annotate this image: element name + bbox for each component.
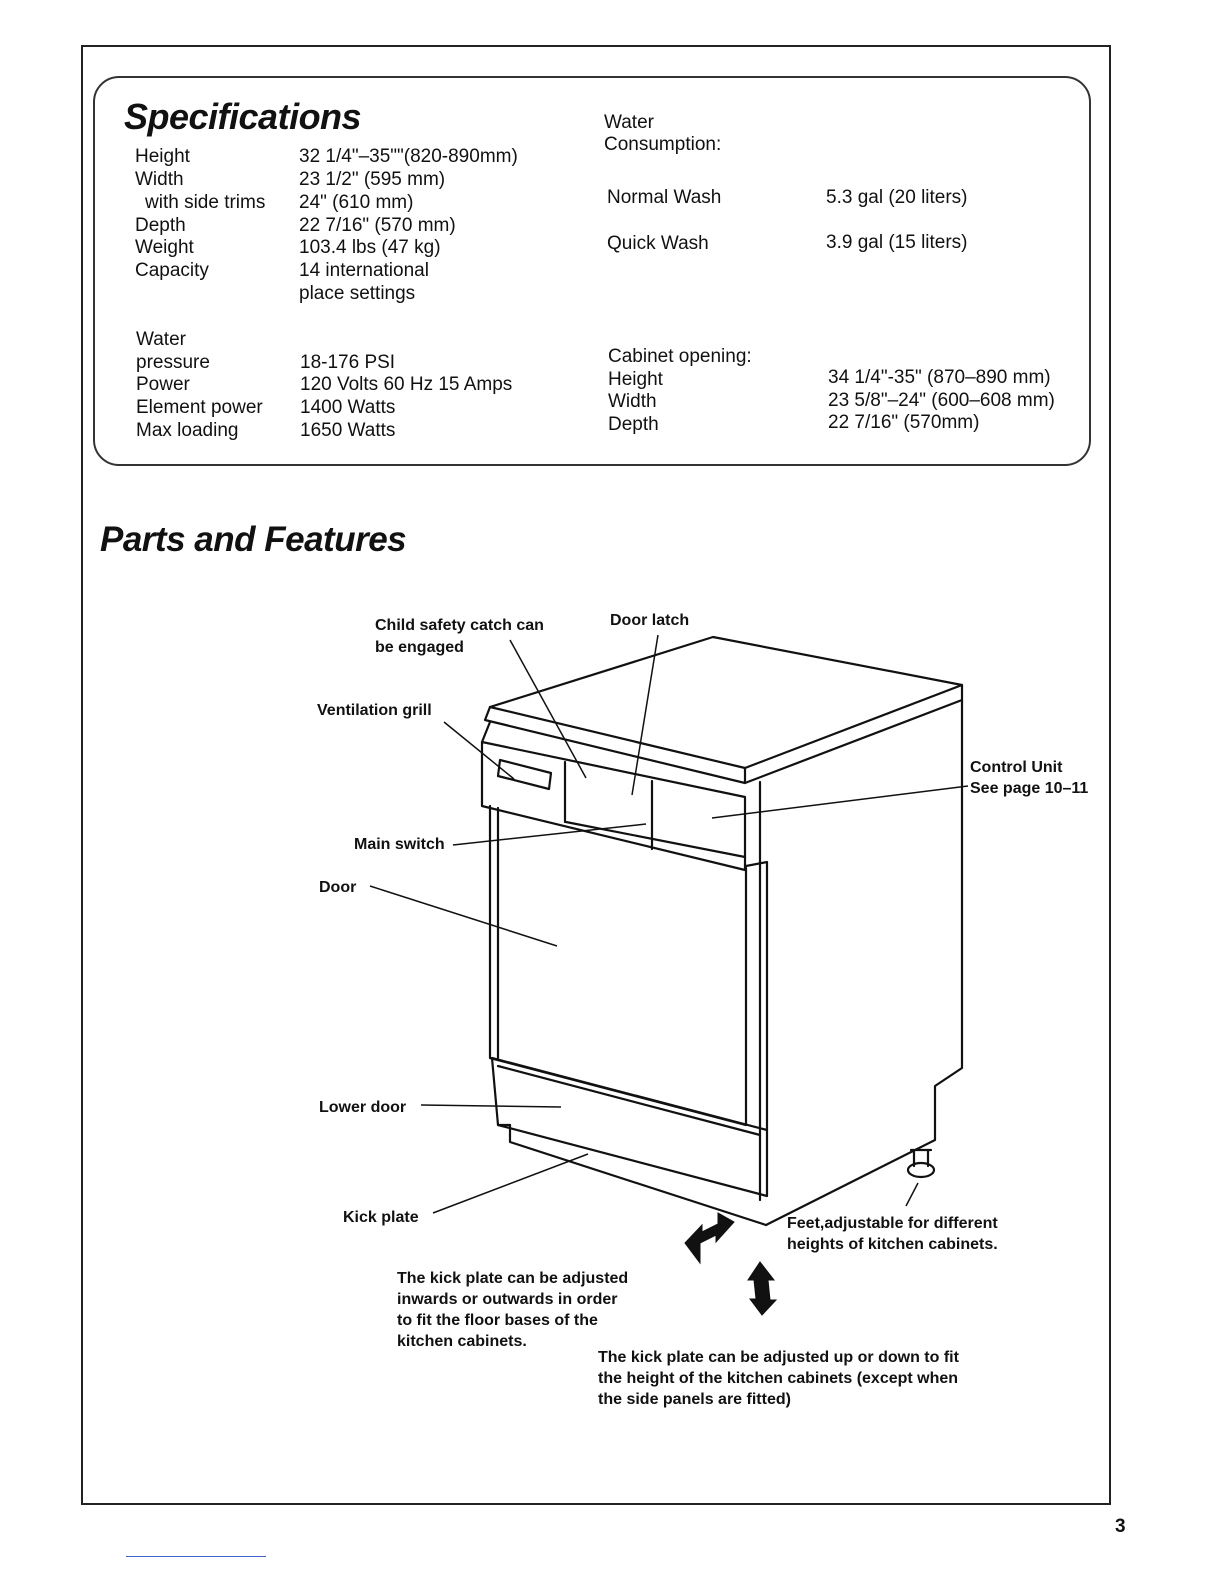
water-heading: Consumption: bbox=[604, 134, 722, 155]
spec-label: Quick Wash bbox=[607, 233, 709, 254]
spec-label: Height bbox=[608, 369, 663, 390]
spec-label: Height bbox=[135, 146, 190, 167]
leader-main-switch bbox=[453, 824, 646, 845]
note-line: inwards or outwards in order bbox=[397, 1291, 618, 1308]
water-heading: Water bbox=[604, 112, 654, 133]
note-line: kitchen cabinets. bbox=[397, 1333, 527, 1350]
spec-value: 22 7/16" (570 mm) bbox=[299, 215, 456, 236]
spec-value: 32 1/4"–35""(820-890mm) bbox=[299, 146, 518, 167]
label-feet: Feet,adjustable for different bbox=[787, 1215, 998, 1232]
kick-plate-outline bbox=[510, 1125, 766, 1225]
spec-label: Depth bbox=[135, 215, 186, 236]
spec-label: Water bbox=[136, 329, 186, 350]
note-line: The kick plate can be adjusted up or down to fit bbox=[598, 1349, 959, 1366]
label-feet: heights of kitchen cabinets. bbox=[787, 1236, 998, 1253]
spec-label: Capacity bbox=[135, 260, 209, 281]
spec-label: Depth bbox=[608, 414, 659, 435]
spec-value: 5.3 gal (20 liters) bbox=[826, 187, 968, 208]
spec-value: 103.4 lbs (47 kg) bbox=[299, 237, 441, 258]
note-line: the height of the kitchen cabinets (except when bbox=[598, 1370, 959, 1387]
label-control-unit: Control Unit bbox=[970, 759, 1063, 776]
note-line: The kick plate can be adjusted bbox=[397, 1270, 629, 1287]
note-line: to fit the floor bases of the bbox=[397, 1312, 598, 1329]
spec-value: 23 5/8"–24" (600–608 mm) bbox=[828, 390, 1055, 411]
leader-door bbox=[370, 886, 557, 946]
parts-features-title: Parts and Features bbox=[100, 520, 407, 559]
footer-rule bbox=[126, 1556, 266, 1557]
cabinet-heading: Cabinet opening: bbox=[608, 346, 752, 367]
worktop-outline bbox=[490, 637, 962, 768]
leader-control-unit bbox=[712, 786, 968, 818]
label-door: Door bbox=[319, 879, 357, 896]
spec-label: with side trims bbox=[145, 192, 266, 213]
label-child-safety: Child safety catch can bbox=[375, 617, 544, 634]
note-line: the side panels are fitted) bbox=[598, 1391, 791, 1408]
ventilation-grill-slot bbox=[498, 760, 551, 789]
label-door-latch: Door latch bbox=[610, 612, 690, 629]
door-outline bbox=[490, 806, 746, 1125]
adjustable-foot bbox=[908, 1163, 934, 1177]
label-ventilation-grill: Ventilation grill bbox=[317, 702, 432, 719]
spec-value: 3.9 gal (15 liters) bbox=[826, 232, 968, 253]
spec-label: pressure bbox=[136, 352, 210, 373]
spec-label: Power bbox=[136, 374, 190, 395]
spec-value: 1650 Watts bbox=[300, 420, 396, 441]
spec-value: 14 international bbox=[299, 260, 429, 281]
leader-ventilation bbox=[444, 722, 514, 779]
label-main-switch: Main switch bbox=[354, 836, 445, 853]
leader-lower-door bbox=[421, 1105, 561, 1107]
label-child-safety: be engaged bbox=[375, 639, 464, 656]
leader-child-safety bbox=[510, 640, 586, 778]
label-kick-plate: Kick plate bbox=[343, 1209, 419, 1226]
spec-label: Max loading bbox=[136, 420, 239, 441]
leader-feet bbox=[906, 1183, 918, 1206]
spec-label: Element power bbox=[136, 397, 263, 418]
spec-value: 23 1/2" (595 mm) bbox=[299, 169, 446, 190]
spec-label: Width bbox=[135, 169, 184, 190]
label-control-unit: See page 10–11 bbox=[970, 780, 1089, 797]
spec-value: 24" (610 mm) bbox=[299, 192, 414, 213]
spec-value: 1400 Watts bbox=[300, 397, 396, 418]
spec-value: 120 Volts 60 Hz 15 Amps bbox=[300, 374, 513, 395]
page-number: 3 bbox=[1115, 1516, 1126, 1537]
spec-label: Normal Wash bbox=[607, 187, 722, 208]
in-out-arrow bbox=[685, 1213, 734, 1263]
spec-value: 18-176 PSI bbox=[300, 352, 396, 373]
specifications-title: Specifications bbox=[124, 96, 362, 137]
spec-value: place settings bbox=[299, 283, 416, 304]
control-panel bbox=[482, 742, 745, 870]
spec-value: 22 7/16" (570mm) bbox=[828, 412, 980, 433]
spec-label: Width bbox=[608, 391, 657, 412]
up-down-arrow bbox=[748, 1262, 776, 1315]
spec-label: Weight bbox=[135, 237, 194, 258]
leader-kick-plate bbox=[433, 1154, 588, 1213]
label-lower-door: Lower door bbox=[319, 1099, 407, 1116]
spec-value: 34 1/4"-35" (870–890 mm) bbox=[828, 367, 1051, 388]
